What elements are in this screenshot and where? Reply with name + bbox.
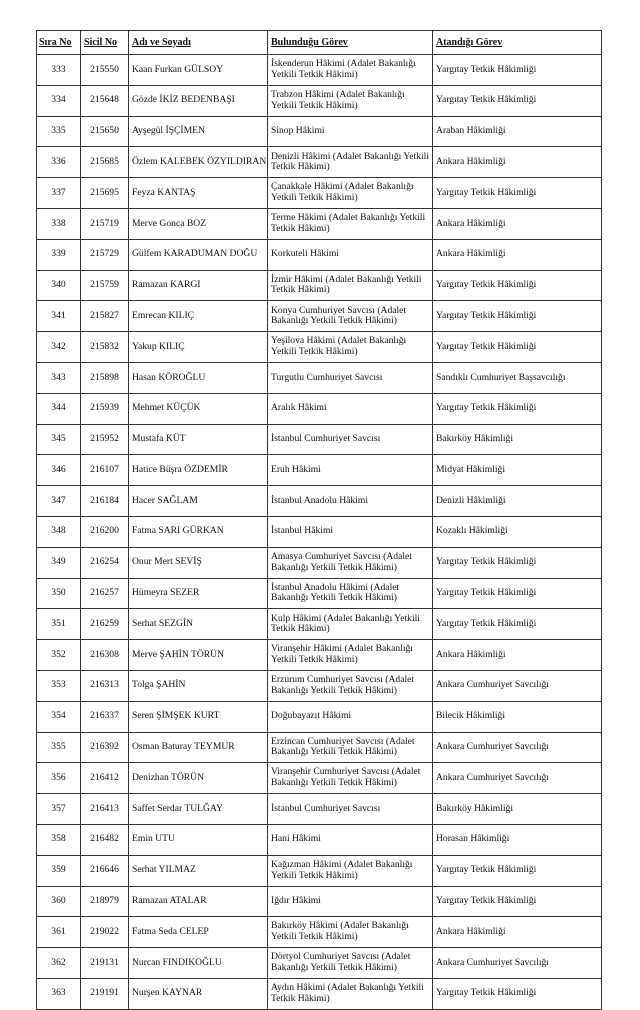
cell-bulundugu-gorev: Viranşehir Hâkimi (Adalet Bakanlığı Yetkili Tetkik Hâkimi) (268, 640, 433, 671)
cell-atandigi-gorev: Kozaklı Hâkimliği (433, 516, 602, 547)
cell-atandigi-gorev: Yargıtay Tetkik Hâkimliği (433, 886, 602, 917)
cell-atandigi-gorev: Yargıtay Tetkik Hâkimliği (433, 578, 602, 609)
cell-adi-soyadi: Hümeyra SEZER (129, 578, 268, 609)
table-row (37, 640, 602, 671)
cell-sira-no: 337 (37, 178, 81, 209)
table-row (37, 948, 602, 979)
cell-sicil-no: 216313 (81, 670, 129, 701)
table-row (37, 701, 602, 732)
cell-sira-no: 354 (37, 701, 81, 732)
cell-adi-soyadi: Fatma SARI GÜRKAN (129, 516, 268, 547)
cell-sira-no: 355 (37, 732, 81, 763)
table-row (37, 239, 602, 270)
table-row (37, 763, 602, 794)
cell-sira-no: 339 (37, 239, 81, 270)
cell-bulundugu-gorev: Çanakkale Hâkimi (Adalet Bakanlığı Yetkili Tetkik Hâkimi) (268, 178, 433, 209)
cell-adi-soyadi: Merve Gonca BOZ (129, 208, 268, 239)
cell-sicil-no: 216392 (81, 732, 129, 763)
cell-adi-soyadi: Seren ŞİMŞEK KURT (129, 701, 268, 732)
cell-bulundugu-gorev: İstanbul Cumhuriyet Savcısı (268, 794, 433, 825)
cell-sira-no: 362 (37, 948, 81, 979)
cell-adi-soyadi: Özlem KALEBEK ÖZYILDIRAN (129, 147, 268, 178)
cell-adi-soyadi: Mustafa KÜT (129, 424, 268, 455)
cell-bulundugu-gorev: Erzurum Cumhuriyet Savcısı (Adalet Bakanlığı Yetkili Tetkik Hâkimi) (268, 670, 433, 701)
cell-sicil-no: 215729 (81, 239, 129, 270)
cell-atandigi-gorev: Midyat Hâkimliği (433, 455, 602, 486)
cell-bulundugu-gorev: Yeşilova Hâkimi (Adalet Bakanlığı Yetkili Tetkik Hâkimi) (268, 332, 433, 363)
cell-bulundugu-gorev: Eruh Hâkimi (268, 455, 433, 486)
cell-atandigi-gorev: Yargıtay Tetkik Hâkimliği (433, 178, 602, 209)
table-row (37, 516, 602, 547)
cell-adi-soyadi: Hatice Büşra ÖZDEMİR (129, 455, 268, 486)
cell-atandigi-gorev: Yargıtay Tetkik Hâkimliği (433, 85, 602, 116)
cell-atandigi-gorev: Yargıtay Tetkik Hâkimliği (433, 547, 602, 578)
table-row (37, 855, 602, 886)
cell-sira-no: 340 (37, 270, 81, 301)
cell-sicil-no: 216646 (81, 855, 129, 886)
cell-sira-no: 360 (37, 886, 81, 917)
cell-sicil-no: 215939 (81, 393, 129, 424)
table-row (37, 116, 602, 147)
cell-sicil-no: 215898 (81, 362, 129, 393)
cell-sira-no: 345 (37, 424, 81, 455)
cell-adi-soyadi: Serhat YILMAZ (129, 855, 268, 886)
col-header-bulundugu-gorev: Bulunduğu Görev (268, 31, 433, 55)
cell-adi-soyadi: Osman Baturay TEYMUR (129, 732, 268, 763)
table-row (37, 609, 602, 640)
cell-sicil-no: 215685 (81, 147, 129, 178)
cell-bulundugu-gorev: Korkuteli Hâkimi (268, 239, 433, 270)
table-row (37, 208, 602, 239)
cell-bulundugu-gorev: Turgutlu Cumhuriyet Savcısı (268, 362, 433, 393)
cell-sira-no: 349 (37, 547, 81, 578)
cell-bulundugu-gorev: Erzincan Cumhuriyet Savcısı (Adalet Bakanlığı Yetkili Tetkik Hâkimi) (268, 732, 433, 763)
cell-bulundugu-gorev: Amasya Cumhuriyet Savcısı (Adalet Bakanlığı Yetkili Tetkik Hâkimi) (268, 547, 433, 578)
cell-adi-soyadi: Yakup KILIÇ (129, 332, 268, 363)
cell-bulundugu-gorev: Aydın Hâkimi (Adalet Bakanlığı Yetkili Tetkik Hâkimi) (268, 978, 433, 1009)
cell-adi-soyadi: Nurcan FINDIKOĞLU (129, 948, 268, 979)
cell-bulundugu-gorev: Doğubayazıt Hâkimi (268, 701, 433, 732)
cell-atandigi-gorev: Ankara Cumhuriyet Savcılığı (433, 763, 602, 794)
cell-adi-soyadi: Emin UTU (129, 824, 268, 855)
cell-atandigi-gorev: Yargıtay Tetkik Hâkimliği (433, 270, 602, 301)
cell-atandigi-gorev: Horasan Hâkimliği (433, 824, 602, 855)
cell-sicil-no: 215719 (81, 208, 129, 239)
table-row (37, 301, 602, 332)
cell-sicil-no: 215648 (81, 85, 129, 116)
cell-adi-soyadi: Mehmet KÜÇÜK (129, 393, 268, 424)
cell-sira-no: 361 (37, 917, 81, 948)
cell-sira-no: 341 (37, 301, 81, 332)
table-row (37, 393, 602, 424)
cell-sicil-no: 216259 (81, 609, 129, 640)
cell-atandigi-gorev: Ankara Cumhuriyet Savcılığı (433, 948, 602, 979)
col-header-atandigi-gorev: Atandığı Görev (433, 31, 602, 55)
cell-sira-no: 333 (37, 55, 81, 86)
cell-bulundugu-gorev: Trabzon Hâkimi (Adalet Bakanlığı Yetkili Tetkik Hâkimi) (268, 85, 433, 116)
cell-bulundugu-gorev: Hani Hâkimi (268, 824, 433, 855)
cell-adi-soyadi: Saffet Serdar TULĞAY (129, 794, 268, 825)
cell-sicil-no: 219191 (81, 978, 129, 1009)
cell-adi-soyadi: Hacer SAĞLAM (129, 486, 268, 517)
cell-atandigi-gorev: Yargıtay Tetkik Hâkimliği (433, 855, 602, 886)
cell-bulundugu-gorev: İskenderun Hâkimi (Adalet Bakanlığı Yetkili Tetkik Hâkimi) (268, 55, 433, 86)
cell-bulundugu-gorev: İzmir Hâkimi (Adalet Bakanlığı Yetkili Tetkik Hâkimi) (268, 270, 433, 301)
cell-sira-no: 344 (37, 393, 81, 424)
cell-bulundugu-gorev: Konya Cumhuriyet Savcısı (Adalet Bakanlığı Yetkili Tetkik Hâkimi) (268, 301, 433, 332)
cell-adi-soyadi: Nurşen KAYNAR (129, 978, 268, 1009)
cell-sicil-no: 216184 (81, 486, 129, 517)
cell-atandigi-gorev: Yargıtay Tetkik Hâkimliği (433, 609, 602, 640)
col-header-sira-no: Sıra No (37, 31, 81, 55)
cell-atandigi-gorev: Yargıtay Tetkik Hâkimliği (433, 332, 602, 363)
cell-atandigi-gorev: Bakırköy Hâkimliği (433, 794, 602, 825)
cell-adi-soyadi: Denizhan TÖRÜN (129, 763, 268, 794)
table-row (37, 486, 602, 517)
cell-sira-no: 334 (37, 85, 81, 116)
cell-atandigi-gorev: Bakırköy Hâkimliği (433, 424, 602, 455)
cell-bulundugu-gorev: Denizli Hâkimi (Adalet Bakanlığı Yetkili Tetkik Hâkimi) (268, 147, 433, 178)
document-page (36, 30, 601, 1010)
cell-sicil-no: 215759 (81, 270, 129, 301)
cell-adi-soyadi: Gözde İKİZ BEDENBAŞI (129, 85, 268, 116)
table-row (37, 55, 602, 86)
table-row (37, 332, 602, 363)
table-row (37, 886, 602, 917)
cell-atandigi-gorev: Ankara Hâkimliği (433, 239, 602, 270)
cell-adi-soyadi: Ramazan ATALAR (129, 886, 268, 917)
table-row (37, 978, 602, 1009)
cell-sira-no: 347 (37, 486, 81, 517)
cell-bulundugu-gorev: İstanbul Anadolu Hâkimi (268, 486, 433, 517)
cell-bulundugu-gorev: Kağızman Hâkimi (Adalet Bakanlığı Yetkili Tetkik Hâkimi) (268, 855, 433, 886)
table-row (37, 732, 602, 763)
cell-atandigi-gorev: Araban Hâkimliği (433, 116, 602, 147)
cell-atandigi-gorev: Sandıklı Cumhuriyet Başsavcılığı (433, 362, 602, 393)
cell-sira-no: 338 (37, 208, 81, 239)
cell-sira-no: 342 (37, 332, 81, 363)
cell-sicil-no: 215832 (81, 332, 129, 363)
cell-adi-soyadi: Fatma Seda CELEP (129, 917, 268, 948)
cell-sicil-no: 216257 (81, 578, 129, 609)
cell-adi-soyadi: Ayşegül İŞÇİMEN (129, 116, 268, 147)
cell-sira-no: 350 (37, 578, 81, 609)
cell-sicil-no: 216482 (81, 824, 129, 855)
cell-sira-no: 346 (37, 455, 81, 486)
cell-sira-no: 351 (37, 609, 81, 640)
cell-bulundugu-gorev: Dörtyol Cumhuriyet Savcısı (Adalet Bakanlığı Yetkili Tetkik Hâkimi) (268, 948, 433, 979)
cell-bulundugu-gorev: İstanbul Hâkimi (268, 516, 433, 547)
cell-atandigi-gorev: Yargıtay Tetkik Hâkimliği (433, 393, 602, 424)
cell-sicil-no: 216413 (81, 794, 129, 825)
table-row (37, 547, 602, 578)
cell-adi-soyadi: Ramazan KARGI (129, 270, 268, 301)
cell-sicil-no: 215952 (81, 424, 129, 455)
cell-bulundugu-gorev: Kulp Hâkimi (Adalet Bakanlığı Yetkili Tetkik Hâkimi) (268, 609, 433, 640)
cell-bulundugu-gorev: Bakırköy Hâkimi (Adalet Bakanlığı Yetkili Tetkik Hâkimi) (268, 917, 433, 948)
table-row (37, 178, 602, 209)
table-row (37, 424, 602, 455)
cell-sira-no: 356 (37, 763, 81, 794)
table-row (37, 917, 602, 948)
cell-sicil-no: 218979 (81, 886, 129, 917)
cell-bulundugu-gorev: İstanbul Cumhuriyet Savcısı (268, 424, 433, 455)
cell-bulundugu-gorev: İstanbul Anadolu Hâkimi (Adalet Bakanlığı Yetkili Tetkik Hâkimi) (268, 578, 433, 609)
cell-sira-no: 336 (37, 147, 81, 178)
table-row (37, 362, 602, 393)
cell-bulundugu-gorev: Sinop Hâkimi (268, 116, 433, 147)
table-row (37, 578, 602, 609)
cell-bulundugu-gorev: Aralık Hâkimi (268, 393, 433, 424)
cell-sicil-no: 215695 (81, 178, 129, 209)
table-row (37, 824, 602, 855)
cell-sicil-no: 215550 (81, 55, 129, 86)
cell-sicil-no: 219131 (81, 948, 129, 979)
cell-adi-soyadi: Serhat SEZGİN (129, 609, 268, 640)
cell-adi-soyadi: Feyza KANTAŞ (129, 178, 268, 209)
cell-sira-no: 358 (37, 824, 81, 855)
table-row (37, 455, 602, 486)
cell-adi-soyadi: Tolga ŞAHİN (129, 670, 268, 701)
col-header-sicil-no: Sicil No (81, 31, 129, 55)
cell-atandigi-gorev: Bilecik Hâkimliği (433, 701, 602, 732)
cell-sira-no: 348 (37, 516, 81, 547)
cell-sira-no: 335 (37, 116, 81, 147)
cell-atandigi-gorev: Yargıtay Tetkik Hâkimliği (433, 55, 602, 86)
cell-sira-no: 353 (37, 670, 81, 701)
table-row (37, 85, 602, 116)
cell-adi-soyadi: Onur Mert SEVİŞ (129, 547, 268, 578)
cell-sicil-no: 219022 (81, 917, 129, 948)
cell-bulundugu-gorev: Viranşehir Cumhuriyet Savcısı (Adalet Bakanlığı Yetkili Tetkik Hâkimi) (268, 763, 433, 794)
cell-sicil-no: 215827 (81, 301, 129, 332)
appointments-table (36, 30, 602, 1010)
col-header-adi-soyadi: Adı ve Soyadı (129, 31, 268, 55)
cell-sira-no: 352 (37, 640, 81, 671)
cell-atandigi-gorev: Yargıtay Tetkik Hâkimliği (433, 978, 602, 1009)
cell-sira-no: 343 (37, 362, 81, 393)
cell-atandigi-gorev: Ankara Hâkimliği (433, 640, 602, 671)
cell-sira-no: 359 (37, 855, 81, 886)
cell-atandigi-gorev: Ankara Hâkimliği (433, 208, 602, 239)
table-row (37, 670, 602, 701)
cell-adi-soyadi: Emrecan KILIÇ (129, 301, 268, 332)
cell-sicil-no: 216412 (81, 763, 129, 794)
cell-sicil-no: 216107 (81, 455, 129, 486)
cell-atandigi-gorev: Ankara Hâkimliği (433, 917, 602, 948)
cell-adi-soyadi: Hasan KÖROĞLU (129, 362, 268, 393)
cell-adi-soyadi: Kaan Furkan GÜLSOY (129, 55, 268, 86)
cell-atandigi-gorev: Ankara Cumhuriyet Savcılığı (433, 670, 602, 701)
cell-atandigi-gorev: Denizli Hâkimliği (433, 486, 602, 517)
cell-adi-soyadi: Merve ŞAHİN TÖRÜN (129, 640, 268, 671)
cell-atandigi-gorev: Ankara Hâkimliği (433, 147, 602, 178)
header-row (37, 31, 602, 55)
cell-bulundugu-gorev: Iğdır Hâkimi (268, 886, 433, 917)
table-row (37, 147, 602, 178)
cell-sicil-no: 215650 (81, 116, 129, 147)
cell-atandigi-gorev: Ankara Cumhuriyet Savcılığı (433, 732, 602, 763)
cell-atandigi-gorev: Yargıtay Tetkik Hâkimliği (433, 301, 602, 332)
cell-sicil-no: 216200 (81, 516, 129, 547)
cell-sicil-no: 216308 (81, 640, 129, 671)
cell-adi-soyadi: Gülfem KARADUMAN DOĞU (129, 239, 268, 270)
cell-sicil-no: 216254 (81, 547, 129, 578)
cell-sira-no: 363 (37, 978, 81, 1009)
cell-bulundugu-gorev: Terme Hâkimi (Adalet Bakanlığı Yetkili Tetkik Hâkimi) (268, 208, 433, 239)
table-row (37, 270, 602, 301)
table-row (37, 794, 602, 825)
cell-sira-no: 357 (37, 794, 81, 825)
cell-sicil-no: 216337 (81, 701, 129, 732)
